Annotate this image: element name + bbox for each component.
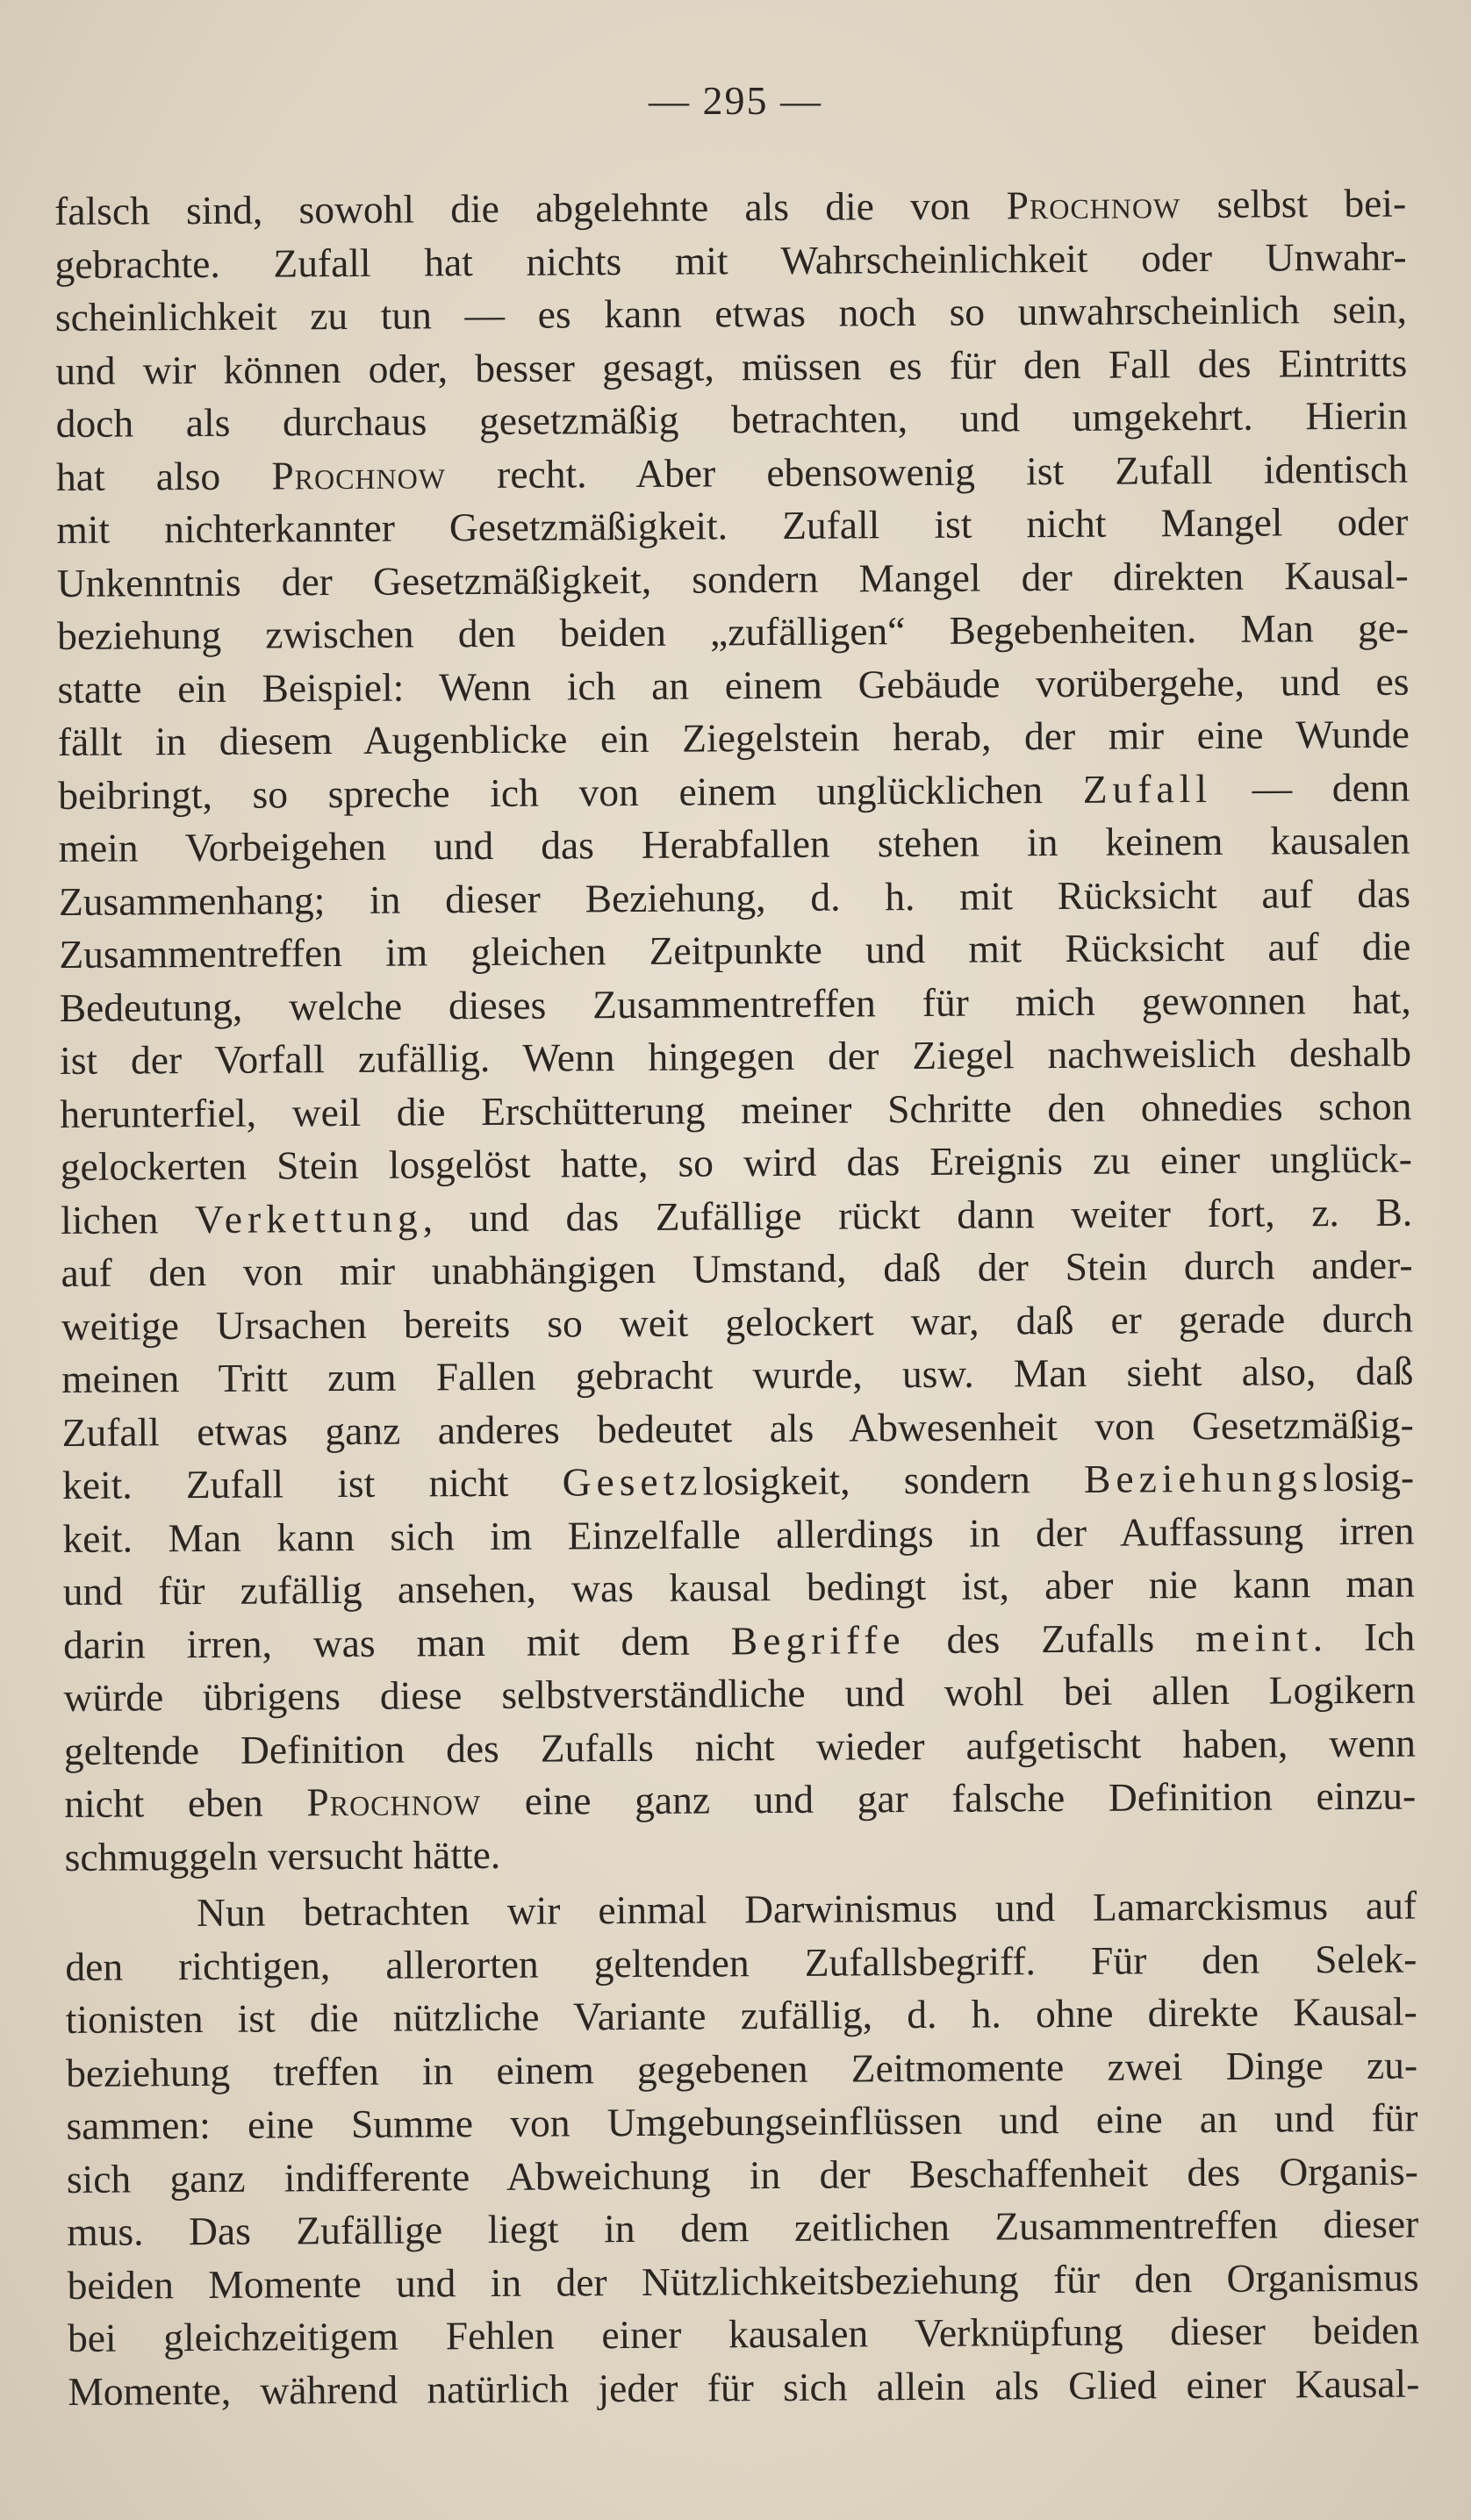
text-line: bei gleichzeitigem Fehlen einer kausalen Verknüpfung dieser beiden [67, 2307, 1420, 2360]
spaced-emphasis: Beziehungs [1083, 1455, 1324, 1501]
spaced-emphasis: Verkettung [194, 1194, 423, 1242]
text-line: mit nichterkannter Gesetzmäßigkeit. Zufall ist nicht Mangel oder [56, 498, 1409, 552]
text-line: meinen Tritt zum Fallen gebracht wurde, usw. Man sieht also, daß [61, 1348, 1414, 1401]
text-line: fällt in diesem Augenblicke ein Ziegelstein herab, der mir eine Wunde [57, 711, 1410, 764]
text-line: tionisten ist die nützliche Variante zufällig, d. h. ohne direkte Kausal- [65, 1988, 1417, 2042]
text-line: nicht eben Prochnow eine ganz und gar falsche Definition einzu- [64, 1772, 1417, 1826]
text-line: gebrachte. Zufall hat nichts mit Wahrscheinlichkeit oder Unwahr- [54, 233, 1407, 287]
text-line: weitige Ursachen bereits so weit gelockert war, daß er gerade durch [61, 1295, 1414, 1349]
text-line: mus. Das Zufällige liegt in dem zeitlichen Zusammentreffen dieser [67, 2201, 1419, 2254]
text-line: darin irren, was man mit dem Begriffe des Zufalls meint. Ich [63, 1614, 1416, 1667]
spaced-emphasis: Gesetz [562, 1458, 703, 1505]
spaced-emphasis: meint [1195, 1614, 1313, 1660]
paragraph-2 [65, 1879, 1420, 2418]
text-line: sammen: eine Summe von Umgebungseinflüssen und eine an und für [66, 2094, 1418, 2148]
text-line: hat also Prochnow recht. Aber ebensowenig ist Zufall identisch [55, 446, 1409, 499]
text-line: keit. Zufall ist nicht Gesetzlosigkeit, sondern Beziehungslosig- [61, 1454, 1415, 1507]
text-line: ist der Vorfall zufällig. Wenn hingegen der Ziegel nachweislich deshalb [59, 1029, 1412, 1083]
text-line: Zusammentreffen im gleichen Zeitpunkte und mit Rücksicht auf die [59, 923, 1411, 977]
text-line: herunterfiel, weil die Erschütterung meiner Schritte den ohnedies schon [60, 1083, 1412, 1136]
text-line: beiden Momente und in der Nützlichkeitsbeziehung für den Organismus [67, 2254, 1419, 2308]
page-number: — 295 — [649, 78, 822, 123]
text-line: würde übrigens diese selbstverständliche und wohl bei allen Logikern [63, 1666, 1416, 1720]
author-name: Prochnow [271, 451, 447, 498]
text-line: auf den von mir unabhängigen Umstand, daß der Stein durch ander- [61, 1242, 1413, 1295]
text-line: falsch sind, sowohl die abgelehnte als die von Prochnow selbst bei- [54, 180, 1407, 233]
text-line: mein Vorbeigehen und das Herabfallen stehen in keinem kausalen [58, 817, 1410, 870]
text-line: Zufall etwas ganz anderes bedeutet als Abwesenheit von Gesetzmäßig- [61, 1401, 1414, 1455]
spaced-emphasis: Begriffe [730, 1616, 906, 1663]
text-line: beibringt, so spreche ich von einem unglücklichen Zufall — denn [58, 764, 1410, 818]
text-line: doch als durchaus gesetzmäßig betrachten, und umgekehrt. Hierin [55, 392, 1408, 446]
text-line: sich ganz indifferente Abweichung in der Beschaffenheit des Organis- [66, 2148, 1419, 2201]
text-line: beziehung zwischen den beiden „zufälligen“ Begebenheiten. Man ge- [56, 605, 1410, 658]
spaced-emphasis: Zufall [1082, 765, 1213, 812]
text-line: Zusammenhang; in dieser Beziehung, d. h. mit Rücksicht auf das [58, 870, 1411, 924]
text-line: Nun betrachten wir einmal Darwinismus und Lamarckismus auf [196, 1882, 1417, 1936]
text-line: scheinlichkeit zu tun — es kann etwas noch so unwahrscheinlich sein, [54, 286, 1408, 340]
text-line: und wir können oder, besser gesagt, müssen es für den Fall des Eintritts [55, 340, 1408, 393]
text-line: Momente, während natürlich jeder für sich allein als Glied einer Kausal- [68, 2360, 1420, 2414]
text-line: statte ein Beispiel: Wenn ich an einem Gebäude vorübergehe, und es [57, 658, 1410, 712]
text-line: keit. Man kann sich im Einzelfalle allerdings in der Auffassung irren [62, 1507, 1415, 1561]
text-line: lichen Verkettung, und das Zufällige rückt dann weiter fort, z. B. [61, 1189, 1413, 1242]
body-text [54, 177, 1420, 2418]
text-line: und für zufällig ansehen, was kausal bedingt ist, aber nie kann man [62, 1560, 1415, 1614]
author-name: Prochnow [1006, 182, 1181, 228]
text-line: schmuggeln versucht hätte. [64, 1831, 501, 1879]
author-name: Prochnow [306, 1779, 482, 1825]
paragraph-1 [54, 177, 1417, 1884]
text-line: Unkenntnis der Gesetzmäßigkeit, sondern Mangel der direkten Kausal- [56, 552, 1409, 605]
text-line: den richtigen, allerorten geltenden Zufallsbegriff. Für den Selek- [65, 1936, 1417, 1989]
text-line: geltende Definition des Zufalls nicht wieder aufgetischt haben, wenn [63, 1720, 1417, 1773]
text-line: gelockerten Stein losgelöst hatte, so wird das Ereignis zu einer unglück- [60, 1135, 1412, 1189]
text-line: beziehung treffen in einem gegebenen Zeitmomente zwei Dinge zu- [65, 2042, 1418, 2095]
text-line: Bedeutung, welche dieses Zusammentreffen für mich gewonnen hat, [59, 977, 1411, 1030]
